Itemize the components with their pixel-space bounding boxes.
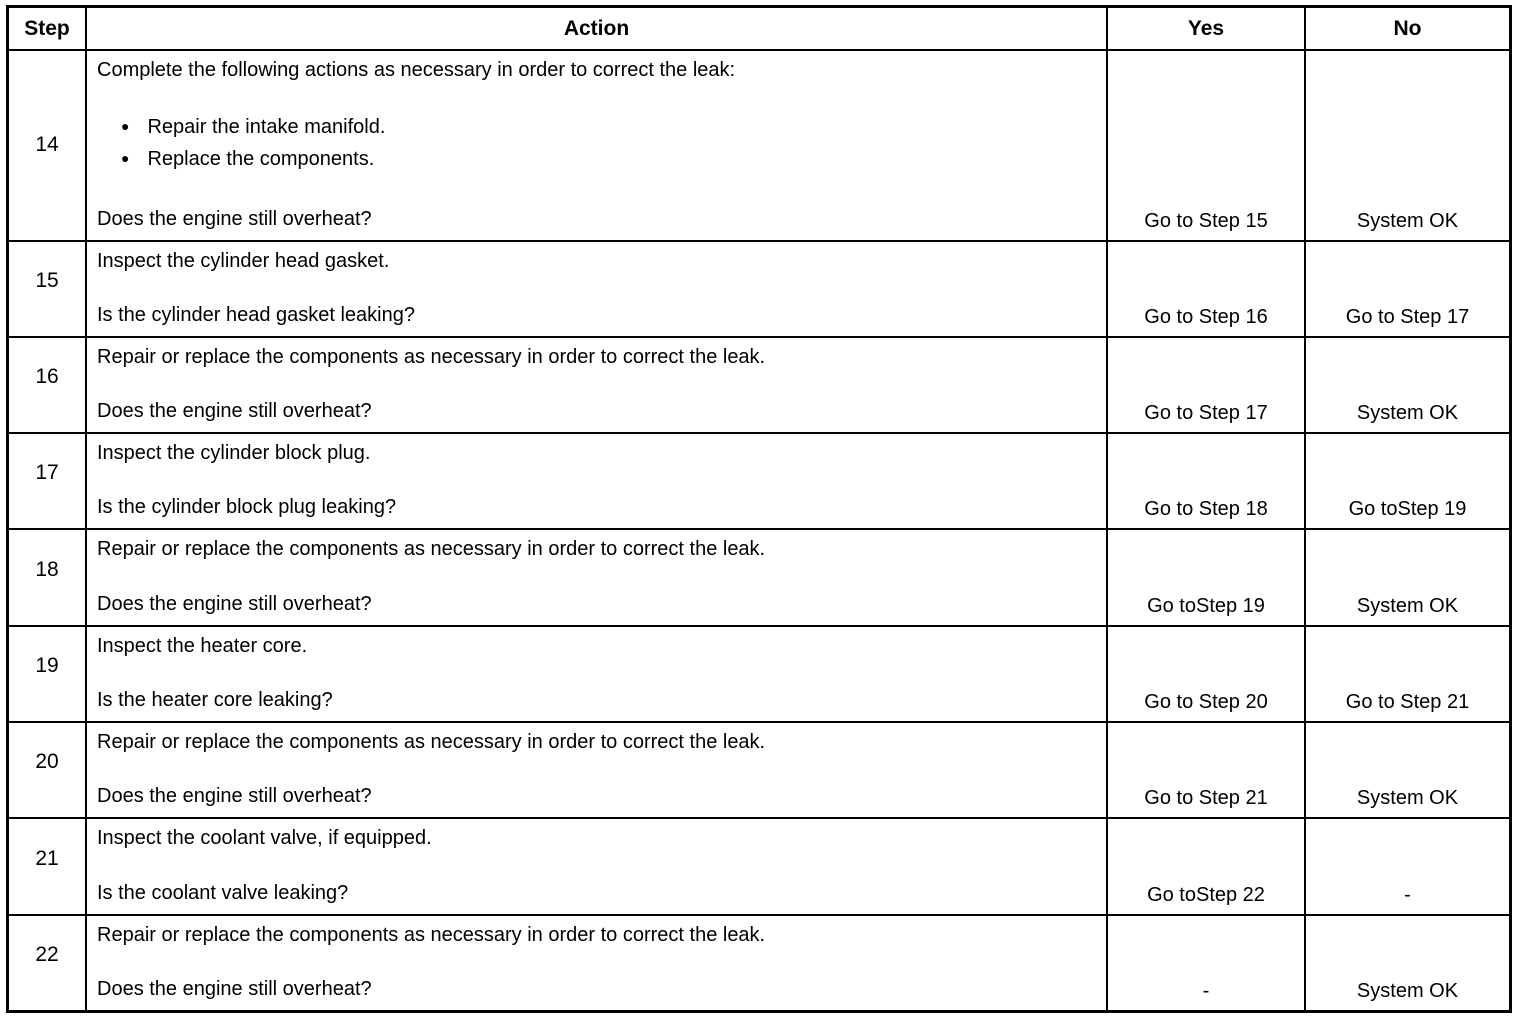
table-header-row: [9, 8, 1509, 49]
action-question: Does the engine still overheat?: [97, 400, 372, 423]
step-number: 22: [35, 942, 59, 966]
action-question: Is the coolant valve leaking?: [97, 881, 349, 904]
bullet-item: ● Repair the intake manifold.: [121, 111, 1096, 143]
action-cell: [85, 242, 1106, 336]
action-cell: [85, 434, 1106, 528]
action-text: Inspect the cylinder block plug.: [97, 442, 371, 465]
action-text: Complete the following actions as necessary in order to correct the leak:: [97, 59, 736, 81]
no-cell: Go to Step 17: [1304, 242, 1509, 336]
action-text: Repair or replace the components as necessary in order to correct the leak.: [97, 731, 766, 754]
step-number: 16: [35, 365, 59, 389]
no-cell: System OK: [1304, 338, 1509, 432]
action-cell: [85, 723, 1106, 817]
action-question: Does the engine still overheat?: [97, 592, 372, 615]
step-number: 17: [35, 461, 59, 485]
action-cell: [85, 338, 1106, 432]
action-bullets: [121, 111, 1096, 175]
action-text: Repair or replace the components as necessary in order to correct the leak.: [97, 923, 766, 946]
yes-cell: Go to Step 17: [1106, 338, 1304, 432]
step-number: 14: [35, 133, 59, 157]
diagnostic-table: [6, 5, 1512, 1013]
table-row: [9, 432, 1509, 528]
no-cell: -: [1304, 819, 1509, 913]
action-text: Repair or replace the components as necessary in order to correct the leak.: [97, 345, 766, 368]
table-row: [9, 528, 1509, 624]
no-cell: System OK: [1304, 530, 1509, 624]
action-cell: [85, 627, 1106, 721]
no-cell: System OK: [1304, 51, 1509, 240]
step-number: 19: [35, 653, 59, 677]
no-cell: Go to Step 21: [1304, 627, 1509, 721]
step-number: 20: [35, 750, 59, 774]
no-cell: Go toStep 19: [1304, 434, 1509, 528]
table-row: [9, 625, 1509, 721]
action-text: Inspect the coolant valve, if equipped.: [97, 827, 432, 850]
table-row: [9, 336, 1509, 432]
header-no: No: [1304, 8, 1509, 49]
yes-cell: Go to Step 18: [1106, 434, 1304, 528]
step-number: 21: [35, 846, 59, 870]
step-number: 18: [35, 557, 59, 581]
action-question: Is the cylinder head gasket leaking?: [97, 303, 415, 326]
header-action: Action: [85, 8, 1106, 49]
action-text: Inspect the cylinder head gasket.: [97, 249, 390, 272]
action-question: Does the engine still overheat?: [97, 207, 372, 230]
yes-cell: Go to Step 21: [1106, 723, 1304, 817]
table-row: [9, 914, 1509, 1010]
action-text: Inspect the heater core.: [97, 634, 308, 657]
action-question: Is the heater core leaking?: [97, 689, 333, 712]
yes-cell: Go to Step 16: [1106, 242, 1304, 336]
yes-cell: -: [1106, 916, 1304, 1010]
header-step: Step: [24, 16, 70, 40]
action-question: Does the engine still overheat?: [97, 785, 372, 808]
yes-cell: Go toStep 19: [1106, 530, 1304, 624]
action-cell: [85, 51, 1106, 240]
step-number: 15: [35, 268, 59, 292]
no-cell: System OK: [1304, 916, 1509, 1010]
bullet-item: ● Replace the components.: [121, 143, 1096, 175]
yes-cell: Go toStep 22: [1106, 819, 1304, 913]
table-row: [9, 721, 1509, 817]
table-row: [9, 817, 1509, 913]
action-text: Repair or replace the components as necessary in order to correct the leak.: [97, 538, 766, 561]
yes-cell: Go to Step 20: [1106, 627, 1304, 721]
action-question: Does the engine still overheat?: [97, 977, 372, 1000]
table-row: [9, 49, 1509, 240]
yes-cell: Go to Step 15: [1106, 51, 1304, 240]
table-row: [9, 240, 1509, 336]
action-cell: [85, 819, 1106, 913]
action-cell: [85, 530, 1106, 624]
action-cell: [85, 916, 1106, 1010]
action-question: Is the cylinder block plug leaking?: [97, 496, 397, 519]
header-yes: Yes: [1106, 8, 1304, 49]
no-cell: System OK: [1304, 723, 1509, 817]
